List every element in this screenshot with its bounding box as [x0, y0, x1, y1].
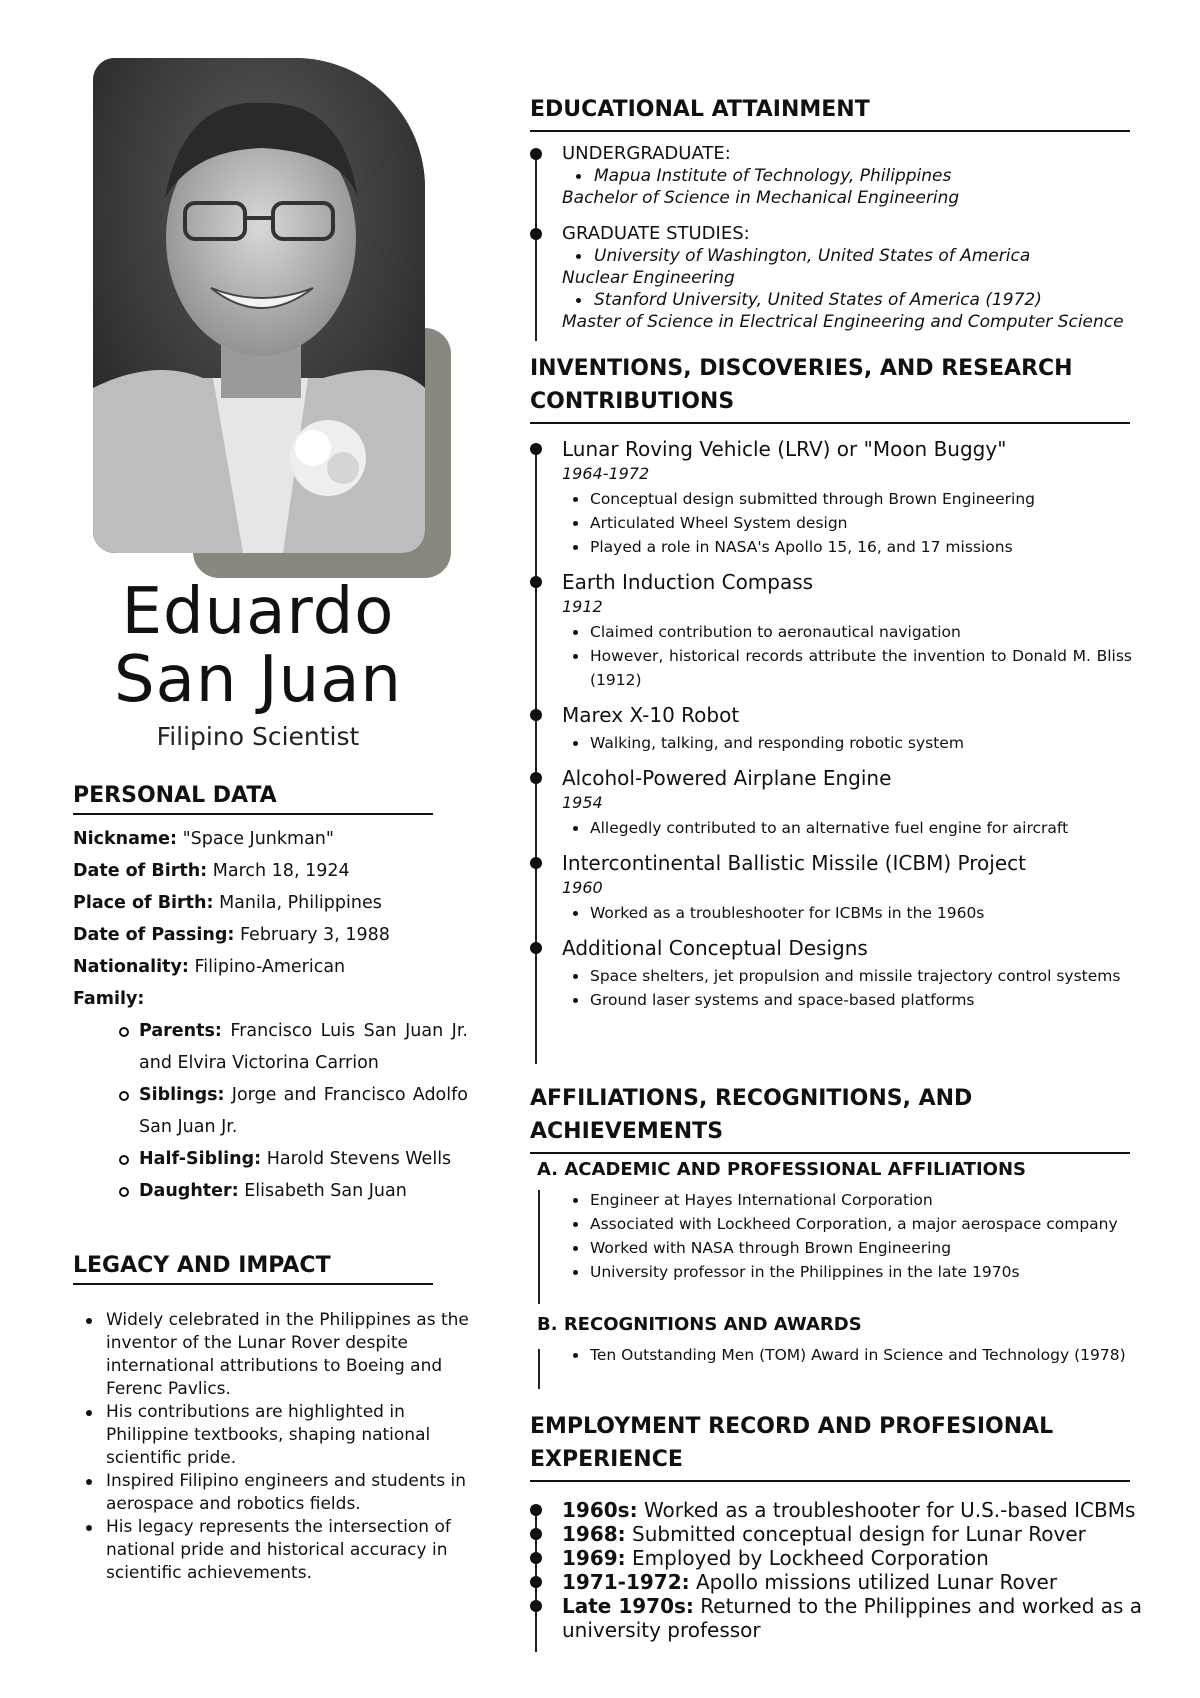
school-name: Mapua Institute of Technology, Philippines: [562, 165, 1170, 187]
list-item: However, historical records attribute the invention to Donald M. Bliss (1912): [562, 644, 1132, 692]
legacy-title: LEGACY AND IMPACT: [73, 1253, 433, 1285]
education-undergrad: [530, 143, 1170, 209]
invention-engine: Alcohol-Powered Airplane Engine 1954 Allegedly contributed to an alternative fuel engine for aircraft: [530, 765, 1170, 840]
list-item: His contributions are highlighted in Philippine textbooks, shaping national scientific pride.: [82, 1401, 482, 1470]
timeline-dot: [530, 857, 542, 869]
list-item: Worked with NASA through Brown Engineering: [562, 1236, 1132, 1260]
timeline-line: [538, 1349, 540, 1389]
inventions-title: INVENTIONS, DISCOVERIES, AND RESEARCH CONTRIBUTIONS: [530, 352, 1130, 424]
family-half-sibling: Half-Sibling: Harold Stevens Wells: [117, 1143, 468, 1175]
list-item: Worked as a troubleshooter for ICBMs in the 1960s: [562, 901, 1132, 925]
personal-data-list: [73, 823, 493, 1207]
employment-row: 1960s: Worked as a troubleshooter for U.S.-based ICBMs: [530, 1498, 1170, 1522]
personal-data-title: PERSONAL DATA: [73, 783, 433, 815]
timeline-dot: [530, 1504, 542, 1516]
timeline-line: [538, 1190, 540, 1304]
timeline-dot: [530, 228, 542, 240]
field-birth-date: Date of Birth: March 18, 1924: [73, 861, 350, 881]
timeline-dot: [530, 148, 542, 160]
invention-additional: Additional Conceptual Designs Space shelters, jet propulsion and missile trajectory control systems Ground laser systems and space-based platforms: [530, 935, 1170, 1012]
portrait-photo: [93, 58, 425, 553]
education-title: EDUCATIONAL ATTAINMENT: [530, 93, 1130, 132]
timeline-dot: [530, 1600, 542, 1612]
list-item: Walking, talking, and responding robotic system: [562, 731, 1132, 755]
portrait-frame: [93, 58, 453, 580]
list-item: Associated with Lockheed Corporation, a major aerospace company: [562, 1212, 1132, 1236]
field-nationality: Nationality: Filipino-American: [73, 957, 346, 977]
list-item: University professor in the Philippines in the late 1970s: [562, 1260, 1132, 1284]
list-item: Inspired Filipino engineers and students in aerospace and robotics fields.: [82, 1470, 482, 1516]
school-name: University of Washington, United States of America: [562, 245, 1170, 267]
timeline-dot: [530, 709, 542, 721]
field-nickname: Nickname: "Space Junkman": [73, 829, 334, 849]
person-name: [48, 575, 468, 717]
family-list: [73, 1015, 468, 1207]
last-name: San Juan: [114, 643, 402, 717]
timeline-dot: [530, 443, 542, 455]
list-item: Ground laser systems and space-based platforms: [562, 988, 1132, 1012]
grad-label: GRADUATE STUDIES:: [562, 223, 750, 244]
timeline-dot: [530, 942, 542, 954]
list-item: Claimed contribution to aeronautical navigation: [562, 620, 1132, 644]
degree-name: Bachelor of Science in Mechanical Engineering: [562, 188, 960, 208]
list-item: Articulated Wheel System design: [562, 511, 1132, 535]
family-daughter: Daughter: Elisabeth San Juan: [117, 1175, 468, 1207]
person-role: Filipino Scientist: [156, 722, 360, 751]
affiliations-subtitle-a: A. ACADEMIC AND PROFESSIONAL AFFILIATIONS: [537, 1159, 1026, 1180]
timeline-dot: [530, 772, 542, 784]
affiliations-list-b: [530, 1341, 1170, 1367]
list-item: Space shelters, jet propulsion and missile trajectory control systems: [562, 964, 1132, 988]
invention-robot: Marex X-10 Robot Walking, talking, and responding robotic system: [530, 702, 1170, 755]
list-item: Played a role in NASA's Apollo 15, 16, and 17 missions: [562, 535, 1132, 559]
invention-lrv: Lunar Roving Vehicle (LRV) or "Moon Buggy" 1964-1972 Conceptual design submitted through Brown Engineering Articulated Wheel System design Played a role in NASA's Apollo 15, 16, and 17 missions: [530, 436, 1170, 559]
list-item: Widely celebrated in the Philippines as the inventor of the Lunar Rover despite international attributions to Boeing and Ferenc Pavlics.: [82, 1309, 482, 1401]
employment-timeline: [530, 1498, 1170, 1642]
timeline-dot: [530, 1528, 542, 1540]
timeline-dot: [530, 576, 542, 588]
education-grad: [530, 223, 1170, 333]
list-item: His legacy represents the intersection of national pride and historical accuracy in scientific achievements.: [82, 1516, 482, 1585]
employment-row: 1968: Submitted conceptual design for Lunar Rover: [530, 1522, 1170, 1546]
field-birth-place: Place of Birth: Manila, Philippines: [73, 893, 382, 913]
invention-icbm: Intercontinental Ballistic Missile (ICBM) Project 1960 Worked as a troubleshooter for ICBMs in the 1960s: [530, 850, 1170, 925]
affiliations-title: AFFILIATIONS, RECOGNITIONS, AND ACHIEVEMENTS: [530, 1082, 1130, 1154]
affiliations-subtitle-b: B. RECOGNITIONS AND AWARDS: [537, 1314, 862, 1335]
employment-row: Late 1970s: Returned to the Philippines and worked as a university professor: [530, 1594, 1162, 1642]
family-parents: Parents: Francisco Luis San Juan Jr. and Elvira Victorina Carrion: [117, 1015, 468, 1079]
field-family-label: Family:: [73, 989, 145, 1009]
legacy-list: [82, 1309, 482, 1585]
list-item: Conceptual design submitted through Brown Engineering: [562, 487, 1132, 511]
list-item: Allegedly contributed to an alternative fuel engine for aircraft: [562, 816, 1132, 840]
school-name: Stanford University, United States of America (1972): [562, 289, 1170, 311]
undergrad-label: UNDERGRADUATE:: [562, 143, 731, 164]
field-passing-date: Date of Passing: February 3, 1988: [73, 925, 390, 945]
portrait-image: [93, 58, 425, 553]
family-siblings: Siblings: Jorge and Francisco Adolfo San Juan Jr.: [117, 1079, 468, 1143]
degree-name: Master of Science in Electrical Engineering and Computer Science: [562, 312, 1124, 332]
education-timeline: [530, 143, 1170, 333]
first-name: Eduardo: [121, 575, 395, 649]
employment-row: 1969: Employed by Lockheed Corporation: [530, 1546, 1170, 1570]
timeline-dot: [530, 1576, 542, 1588]
invention-compass: Earth Induction Compass 1912 Claimed contribution to aeronautical navigation However, historical records attribute the invention to Donald M. Bliss (1912): [530, 569, 1170, 692]
employment-row: 1971-1972: Apollo missions utilized Lunar Rover: [530, 1570, 1170, 1594]
list-item: Engineer at Hayes International Corporation: [562, 1188, 1132, 1212]
timeline-dot: [530, 1552, 542, 1564]
employment-title: EMPLOYMENT RECORD AND PROFESIONAL EXPERIENCE: [530, 1410, 1130, 1482]
list-item: Ten Outstanding Men (TOM) Award in Science and Technology (1978): [562, 1343, 1132, 1367]
inventions-timeline: [530, 436, 1170, 1012]
affiliations-list-a: [530, 1186, 1170, 1284]
degree-name: Nuclear Engineering: [562, 268, 735, 288]
